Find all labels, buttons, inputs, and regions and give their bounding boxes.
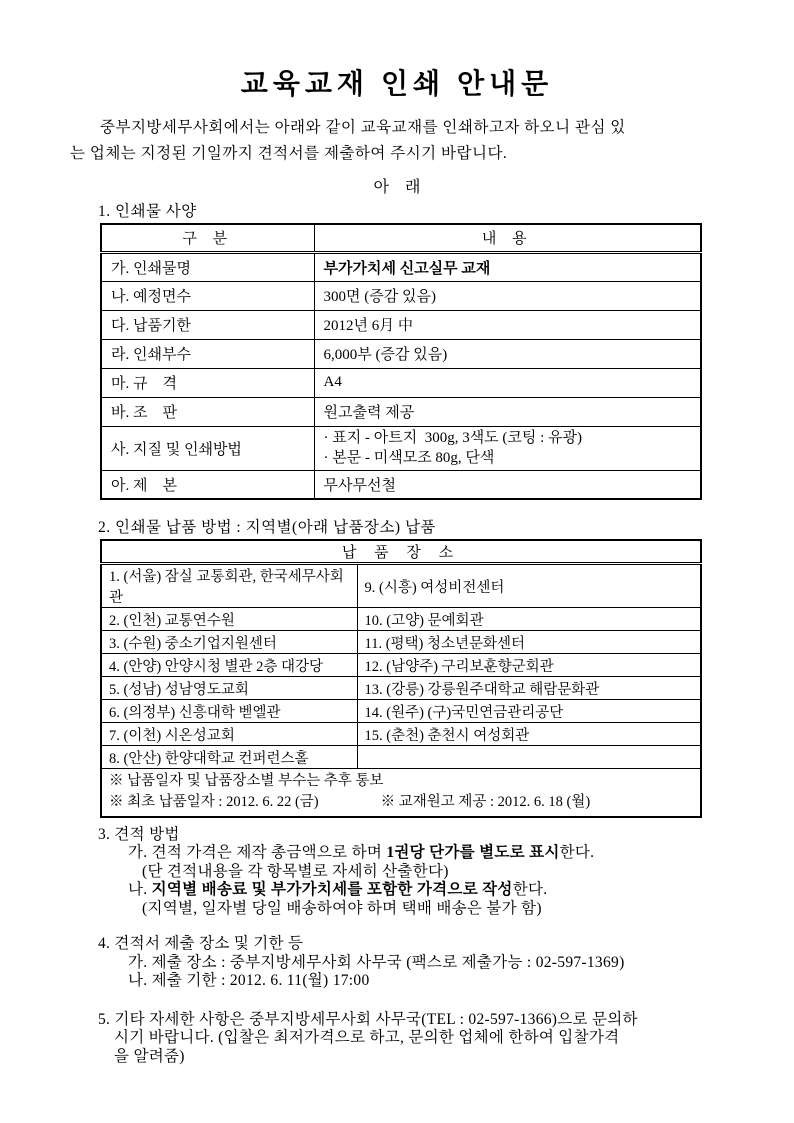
section3-item-ga: 가. 견적 가격은 제작 총금액으로 하며 1권당 단가를 별도로 표시한다. bbox=[128, 844, 595, 861]
place-cell: 12. (남양주) 구리보훈향군회관 bbox=[357, 654, 701, 677]
place-cell: 8. (안산) 한양대학교 컨퍼런스홀 bbox=[101, 746, 357, 769]
section4-heading: 4. 견적서 제출 장소 및 기한 등 bbox=[98, 935, 304, 952]
table-row bbox=[101, 310, 701, 339]
section5-line-2: 시기 바랍니다. (입찰은 최저가격으로 하고, 문의한 업체에 한하여 입찰가격 bbox=[114, 1029, 620, 1046]
spec-value: 무사무선철 bbox=[314, 470, 701, 499]
place-cell: 11. (평택) 청소년문화센터 bbox=[357, 631, 701, 654]
place-cell: 15. (춘천) 춘천시 여성회관 bbox=[357, 723, 701, 746]
section2-heading: 2. 인쇄물 납품 방법 : 지역별(아래 납품장소) 납품 bbox=[98, 519, 436, 536]
table-row bbox=[101, 631, 701, 654]
table-row bbox=[101, 677, 701, 700]
place-cell: 14. (원주) (구)국민연금관리공단 bbox=[357, 700, 701, 723]
spec-value: 원고출력 제공 bbox=[314, 397, 701, 426]
place-cell: 5. (성남) 성남영도교회 bbox=[101, 677, 357, 700]
section5-line-1: 5. 기타 자세한 사항은 중부지방세무사회 사무국(TEL : 02-597-1366)으로 문의하 bbox=[98, 1010, 638, 1028]
table-row bbox=[101, 368, 701, 397]
place-cell: 2. (인천) 교통연수원 bbox=[101, 608, 357, 631]
intro-line-2: 는 업체는 지정된 기일까지 견적서를 제출하여 주시기 바랍니다. bbox=[70, 145, 508, 162]
print-spec-table bbox=[100, 223, 702, 500]
table-row bbox=[101, 426, 701, 470]
spec-value-line-2: · 본문 - 미색모조 80g, 단색 bbox=[323, 450, 495, 466]
note-line-1: ※ 납품일자 및 납품장소별 부수는 추후 통보 bbox=[109, 773, 384, 790]
place-cell: 13. (강릉) 강릉원주대학교 해람문화관 bbox=[357, 677, 701, 700]
section5-contact bbox=[98, 1011, 794, 1067]
spec-label: 사. 지질 및 인쇄방법 bbox=[101, 426, 314, 470]
intro-paragraph bbox=[70, 115, 728, 167]
note-manuscript-date: ※ 교재원고 제공 : 2012. 6. 18 (월) bbox=[380, 794, 591, 811]
section3-heading: 3. 견적 방법 bbox=[98, 825, 180, 843]
spec-label: 아. 제 본 bbox=[101, 470, 314, 499]
spec-header-category: 구 분 bbox=[101, 224, 314, 252]
table-notes-row bbox=[101, 769, 701, 817]
spec-label: 다. 납품기한 bbox=[101, 310, 314, 339]
spec-label: 나. 예정면수 bbox=[101, 281, 314, 310]
table-row bbox=[101, 654, 701, 677]
section4-item-na: 나. 제출 기한 : 2012. 6. 11(월) 17:00 bbox=[128, 972, 370, 989]
spec-value: 6,000부 (증감 있음) bbox=[314, 339, 701, 368]
place-cell bbox=[357, 746, 701, 769]
spec-label: 가. 인쇄물명 bbox=[101, 252, 314, 281]
spec-header-row bbox=[101, 224, 701, 252]
delivery-places-table bbox=[100, 539, 702, 818]
place-cell: 1. (서울) 잠실 교통회관, 한국세무사회관 bbox=[101, 564, 357, 608]
table-row bbox=[101, 252, 701, 281]
place-cell: 6. (의정부) 신흥대학 벧엘관 bbox=[101, 700, 357, 723]
spec-value-line-1: · 표지 - 아트지 300g, 3색도 (코팅 : 유광) bbox=[323, 430, 583, 446]
spec-value bbox=[314, 426, 701, 470]
place-cell: 3. (수원) 중소기업지원센터 bbox=[101, 631, 357, 654]
table-row bbox=[101, 608, 701, 631]
table-row bbox=[101, 470, 701, 499]
table-row bbox=[101, 339, 701, 368]
places-header-title: 납 품 장 소 bbox=[101, 540, 701, 564]
table-row bbox=[101, 281, 701, 310]
spec-label: 마. 규 격 bbox=[101, 368, 314, 397]
section5-line-3: 을 알려줌) bbox=[114, 1047, 185, 1065]
section3-item-ga-note: (단 견적내용을 각 항목별로 자세히 산출한다) bbox=[142, 862, 449, 880]
spec-header-content: 내 용 bbox=[314, 224, 701, 252]
place-cell: 4. (안양) 안양시청 별관 2층 대강당 bbox=[101, 654, 357, 677]
section3-quote-method bbox=[98, 826, 794, 919]
table-row bbox=[101, 397, 701, 426]
spec-value: 300면 (증감 있음) bbox=[314, 281, 701, 310]
section4-submission bbox=[98, 935, 794, 991]
table-row bbox=[101, 700, 701, 723]
places-header-row bbox=[101, 540, 701, 564]
spec-label: 라. 인쇄부수 bbox=[101, 339, 314, 368]
section4-item-ga: 가. 제출 장소 : 중부지방세무사회 사무국 (팩스로 제출가능 : 02-597-1369) bbox=[128, 953, 625, 971]
spec-value: A4 bbox=[314, 368, 701, 397]
page-title: 교육교재 인쇄 안내문 bbox=[240, 69, 554, 100]
section3-item-na-note: (지역별, 일자별 당일 배송하여야 하며 택배 배송은 불가 함) bbox=[142, 899, 542, 917]
place-cell: 7. (이천) 시온성교회 bbox=[101, 723, 357, 746]
note-line-2 bbox=[109, 792, 693, 813]
place-cell: 10. (고양) 문예회관 bbox=[357, 608, 701, 631]
note-first-delivery-date: ※ 최초 납품일자 : 2012. 6. 22 (금) bbox=[109, 794, 319, 811]
spec-value: 2012년 6月 中 bbox=[314, 310, 701, 339]
delivery-notes bbox=[101, 769, 701, 817]
table-row bbox=[101, 746, 701, 769]
section3-item-na: 나. 지역별 배송료 및 부가가치세를 포함한 가격으로 작성한다. bbox=[128, 881, 548, 898]
intro-line-1: 중부지방세무사회에서는 아래와 같이 교육교재를 인쇄하고자 하오니 관심 있 bbox=[100, 119, 626, 136]
below-label: 아 래 bbox=[373, 179, 421, 196]
spec-value: 부가가치세 신고실무 교재 bbox=[314, 252, 701, 281]
spec-label: 바. 조 판 bbox=[101, 397, 314, 426]
place-cell: 9. (시흥) 여성비전센터 bbox=[357, 564, 701, 608]
table-row bbox=[101, 564, 701, 608]
section1-heading: 1. 인쇄물 사양 bbox=[98, 203, 197, 220]
table-row bbox=[101, 723, 701, 746]
